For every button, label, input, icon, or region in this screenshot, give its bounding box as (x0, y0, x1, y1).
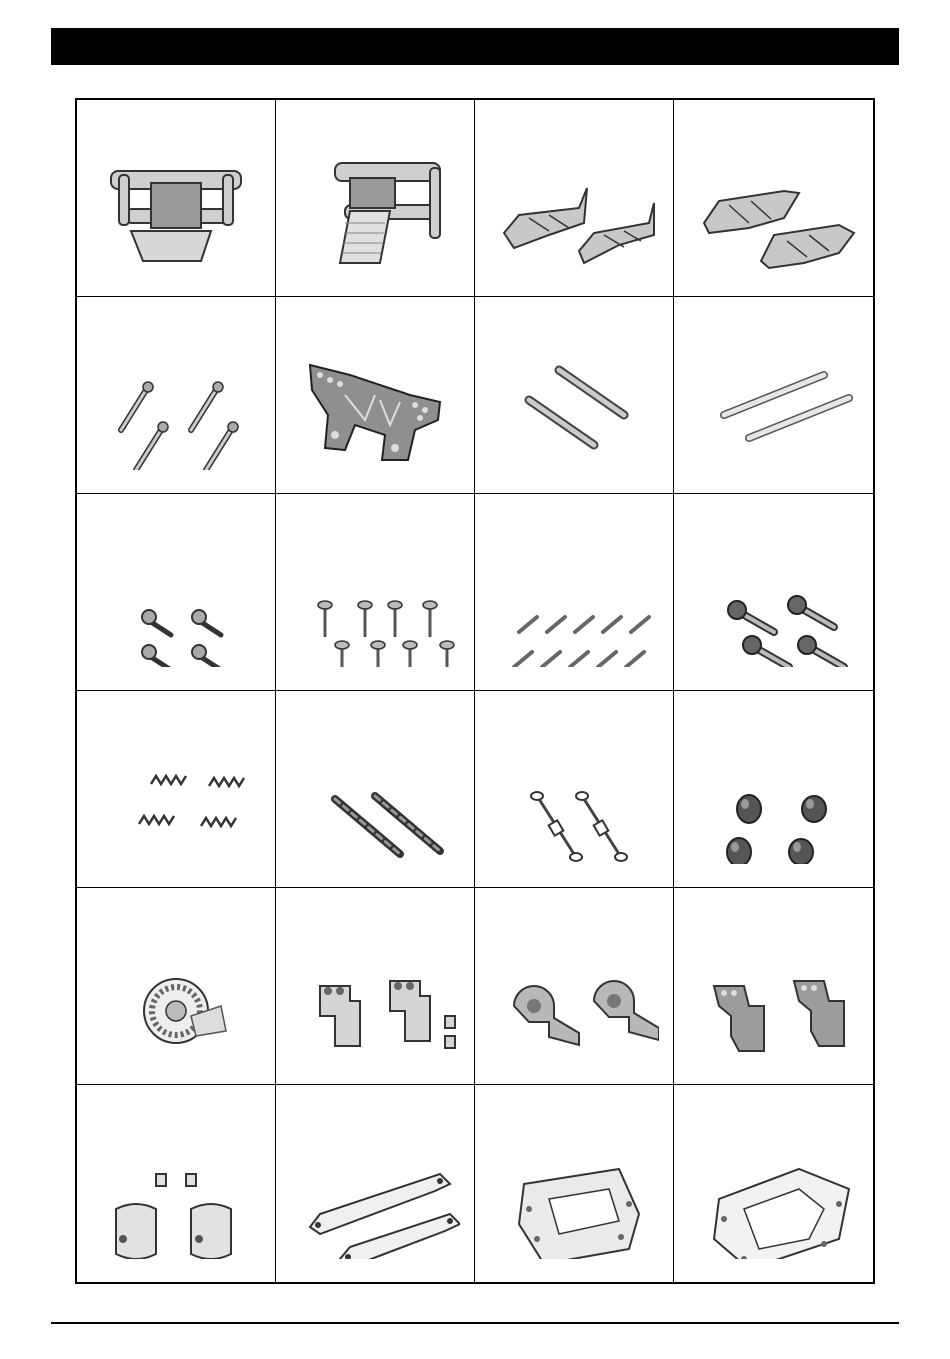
part-cell-front-skid-plate (475, 1085, 674, 1282)
caster-blocks-icon (689, 911, 859, 1061)
springs-icon (91, 714, 261, 864)
diff-gear-icon (91, 911, 261, 1061)
ball-studs-icon (91, 517, 261, 667)
part-cell-ball-studs (77, 494, 276, 691)
cap-screws-icon (689, 517, 859, 667)
pins-icon (489, 517, 659, 667)
steering-hubs-icon (290, 911, 460, 1061)
shock-tower-icon (290, 320, 460, 470)
part-cell-front-bumper (77, 100, 276, 297)
part-cell-diff-gear (77, 888, 276, 1085)
hinge-pins-long-icon (689, 320, 859, 470)
part-cell-steering-hubs (276, 888, 475, 1085)
turnbuckles-rod-icon (489, 714, 659, 864)
part-cell-turnbuckles-rod (475, 691, 674, 888)
part-cell-screws (276, 494, 475, 691)
part-cell-shock-tower (276, 297, 475, 494)
part-cell-pins (475, 494, 674, 691)
steering-knuckles-icon (489, 911, 659, 1061)
arm-mounts-icon (290, 1109, 460, 1259)
front-suspension-arms-icon (489, 123, 659, 273)
part-cell-ball-cups (674, 691, 873, 888)
part-cell-rear-suspension-arms (674, 100, 873, 297)
part-cell-arm-mounts (276, 1085, 475, 1282)
part-cell-hinge-pins-long (674, 297, 873, 494)
part-cell-turnbuckles-flat (276, 691, 475, 888)
part-cell-cap-screws (674, 494, 873, 691)
part-cell-rear-skid-plate (674, 1085, 873, 1282)
ball-cups-icon (689, 714, 859, 864)
part-cell-rear-hub-carriers (77, 1085, 276, 1282)
part-cell-hinge-pins-short (475, 297, 674, 494)
part-cell-front-suspension-arms (475, 100, 674, 297)
rear-bumper-icon (290, 123, 460, 273)
body-posts-icon (91, 320, 261, 470)
turnbuckles-flat-icon (290, 714, 460, 864)
rear-suspension-arms-icon (689, 123, 859, 273)
front-bumper-icon (91, 123, 261, 273)
header-bar (51, 28, 899, 65)
footer-divider (51, 1322, 899, 1324)
part-cell-springs (77, 691, 276, 888)
part-cell-caster-blocks (674, 888, 873, 1085)
rear-skid-plate-icon (689, 1109, 859, 1259)
hinge-pins-short-icon (489, 320, 659, 470)
part-cell-steering-knuckles (475, 888, 674, 1085)
rear-hub-carriers-icon (91, 1109, 261, 1259)
screws-icon (290, 517, 460, 667)
part-cell-body-posts (77, 297, 276, 494)
parts-grid (75, 98, 875, 1284)
part-cell-rear-bumper (276, 100, 475, 297)
front-skid-plate-icon (489, 1109, 659, 1259)
